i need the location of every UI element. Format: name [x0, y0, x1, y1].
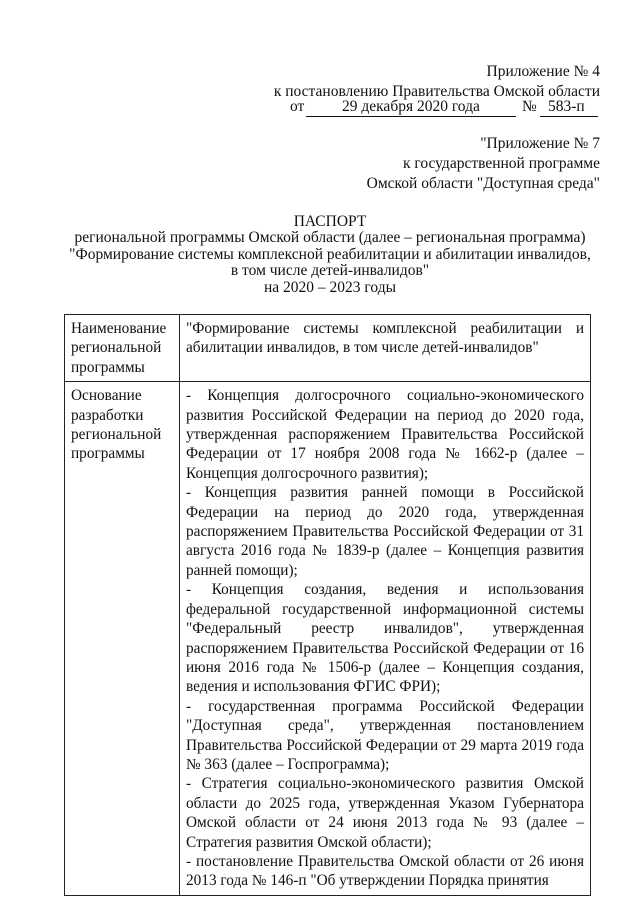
resolution-number: 583-п — [548, 98, 585, 115]
list-item: - Стратегия социально-экономического развития Омской области до 2025 года, утвержденная Указом Губернатора Омской области от 24 июня 2013 года № 93 (далее – Стратегия развития Омской области); — [186, 775, 584, 851]
table-row — [65, 382, 591, 896]
annex-7-program: к государственной программе — [402, 155, 600, 172]
list-item: - Концепция развития ранней помощи в Российской Федерации на период до 2020 года, утвержденная распоряжением Правительства Российской Федерации от 31 августа 2016 года № 1839-р (далее – Концепция развития ранней помощи); — [186, 484, 584, 579]
list-item: - постановление Правительства Омской области от 26 июня 2013 года № 146-п "Об утверждении Порядка принятия — [186, 852, 584, 890]
row-label-basis: Основание разработки региональной программы — [65, 382, 180, 896]
from-label: от — [290, 98, 305, 115]
annex-4-title: Приложение № 4 — [486, 63, 600, 80]
row-value-basis — [180, 382, 591, 896]
number-label: № — [522, 98, 537, 115]
list-item: - государственная программа Российской Федерации "Доступная среда", утвержденная постановлением Правительства Российской Федерации от 29 марта 2019 года № 363 (далее – Госпрограмма); — [186, 697, 584, 773]
passport-heading: ПАСПОРТ — [293, 213, 367, 230]
passport-subtitle-1: региональной программы Омской области (далее – региональная программа) — [74, 229, 586, 247]
annex-4-resolution: к постановлению Правительства Омской области — [273, 83, 600, 100]
row-label-program-name: Наименование региональной программы — [65, 315, 180, 382]
table-row — [65, 315, 591, 382]
passport-subtitle-2: "Формирование системы комплексной реабилитации и абилитации инвалидов, — [69, 245, 591, 263]
passport-title — [60, 214, 600, 296]
resolution-date: 29 декабря 2020 года — [342, 98, 480, 115]
list-item: - Концепция долгосрочного социально-экономического развития Российской Федерации на период до 2020 года, утвержденная распоряжением Правительства Российской Федерации от 17 ноября 2008 года № 1662-р (далее – Концепция долгосрочного развития); — [186, 387, 584, 482]
passport-table — [64, 314, 591, 896]
annex-4-header — [274, 62, 600, 102]
annex-7-title: "Приложение № 7 — [480, 135, 600, 152]
annex-7-header — [367, 134, 600, 194]
passport-subtitle-3: в том числе детей-инвалидов" — [230, 262, 430, 280]
passport-period: на 2020 – 2023 годы — [264, 278, 396, 296]
row-value-program-name: "Формирование системы комплексной реабилитации и абилитации инвалидов, в том числе детей-инвалидов" — [180, 315, 591, 382]
annex-7-program-name: Омской области "Доступная среда" — [366, 175, 600, 192]
list-item: - Концепция создания, ведения и использования федеральной государственной информационной системы "Федеральный реестр инвалидов", утвержденная распоряжением Правительства Российской Федерации от 16 июня 2016 года № 1506-р (далее – Концепция создания, ведения и использования ФГИС ФРИ); — [186, 581, 584, 696]
